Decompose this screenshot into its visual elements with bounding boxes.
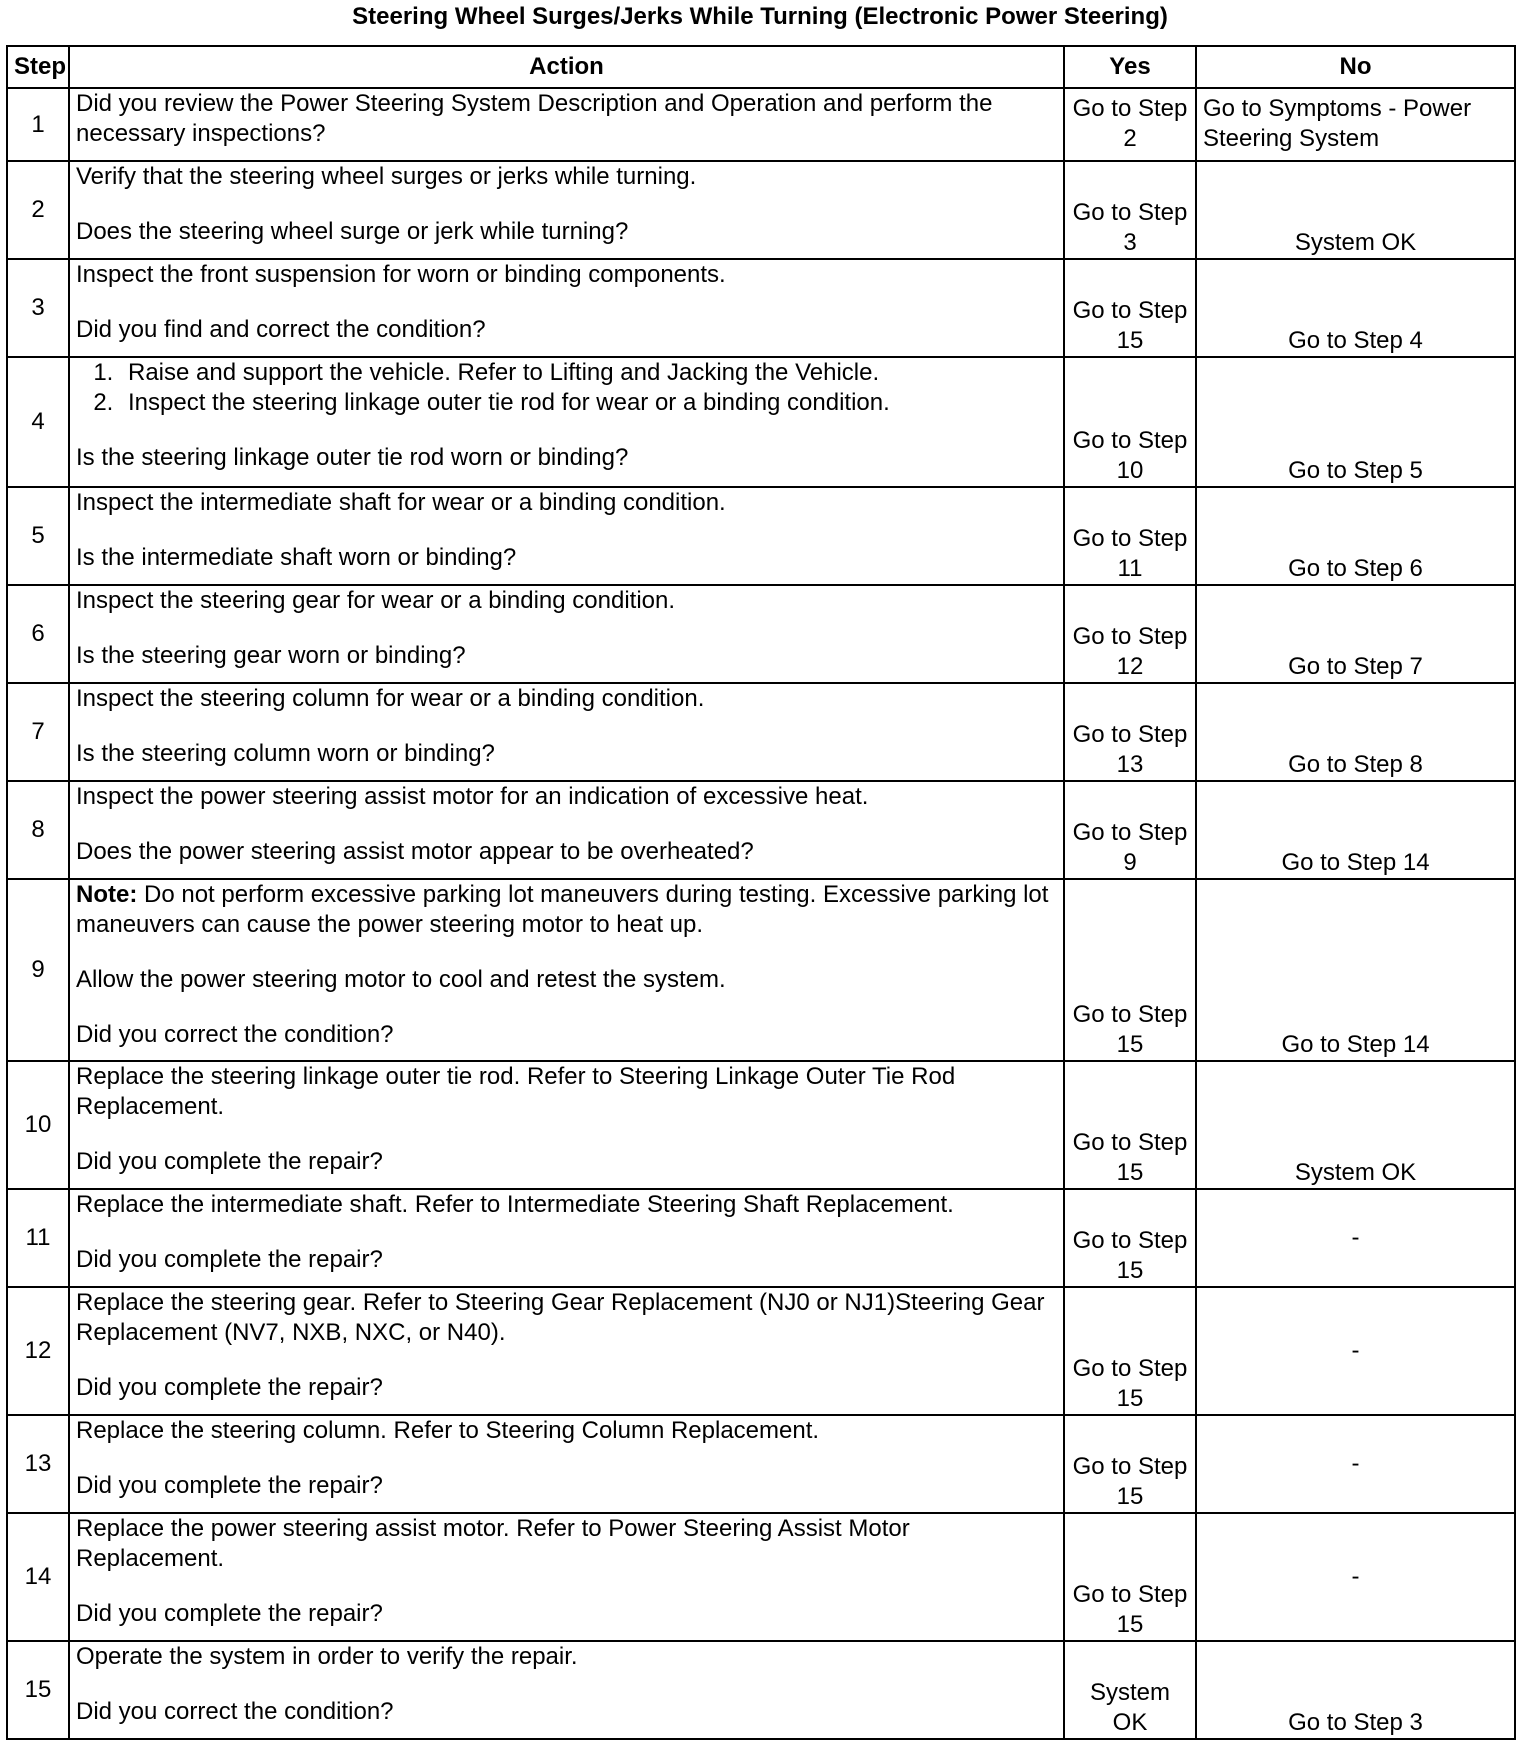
action-cell	[69, 1513, 1064, 1641]
action-text: Did you review the Power Steering System Description and Operation and perform the necessary inspections?	[76, 90, 993, 147]
action-question: Did you complete the repair?	[76, 1600, 383, 1627]
header-yes: Yes	[1064, 46, 1196, 88]
no-cell: Go to Step 7	[1196, 585, 1515, 683]
action-cell	[69, 1641, 1064, 1739]
header-step: Step	[7, 46, 69, 88]
action-cell	[69, 88, 1064, 161]
step-number: 6	[7, 585, 69, 683]
no-cell: Go to Step 6	[1196, 487, 1515, 585]
action-question: Did you find and correct the condition?	[76, 316, 486, 343]
table-row	[7, 1641, 1515, 1739]
table-row	[7, 585, 1515, 683]
action-question: Does the power steering assist motor appear to be overheated?	[76, 838, 754, 865]
yes-cell: Go to Step 15	[1064, 1415, 1196, 1513]
action-cell	[69, 1415, 1064, 1513]
step-number: 7	[7, 683, 69, 781]
table-row	[7, 487, 1515, 585]
yes-cell: Go to Step 15	[1064, 259, 1196, 357]
table-row	[7, 1061, 1515, 1189]
action-text: Operate the system in order to verify the repair.	[76, 1643, 578, 1670]
yes-cell: System OK	[1064, 1641, 1196, 1739]
table-row	[7, 161, 1515, 259]
action-text: Inspect the steering column for wear or a binding condition.	[76, 685, 705, 712]
step-number: 15	[7, 1641, 69, 1739]
action-text: Inspect the front suspension for worn or binding components.	[76, 261, 726, 288]
action-question: Is the steering gear worn or binding?	[76, 642, 466, 669]
list-item: 1. Raise and support the vehicle. Refer to Lifting and Jacking the Vehicle.	[120, 358, 1057, 388]
action-cell	[69, 487, 1064, 585]
yes-cell: Go to Step 15	[1064, 1061, 1196, 1189]
table-row	[7, 1415, 1515, 1513]
action-question: Did you complete the repair?	[76, 1472, 383, 1499]
yes-cell: Go to Step 13	[1064, 683, 1196, 781]
action-text: Inspect the steering gear for wear or a binding condition.	[76, 587, 676, 614]
action-question: Does the steering wheel surge or jerk while turning?	[76, 218, 629, 245]
step-number: 9	[7, 879, 69, 1061]
action-cell	[69, 781, 1064, 879]
action-text: Verify that the steering wheel surges or jerks while turning.	[76, 163, 697, 190]
action-question: Is the steering column worn or binding?	[76, 740, 495, 767]
yes-cell: Go to Step 9	[1064, 781, 1196, 879]
action-text: Inspect the intermediate shaft for wear or a binding condition.	[76, 489, 726, 516]
note-label: Note:	[76, 881, 138, 908]
no-cell: Go to Step 14	[1196, 781, 1515, 879]
action-cell	[69, 879, 1064, 1061]
table-row	[7, 1513, 1515, 1641]
step-number: 5	[7, 487, 69, 585]
action-text: Inspect the power steering assist motor for an indication of excessive heat.	[76, 783, 869, 810]
no-cell: Go to Symptoms - Power Steering System	[1196, 88, 1515, 161]
table-row	[7, 88, 1515, 161]
yes-cell: Go to Step 2	[1064, 88, 1196, 161]
list-item: 2. Inspect the steering linkage outer tie rod for wear or a binding condition.	[120, 388, 1057, 418]
action-text: Replace the steering column. Refer to Steering Column Replacement.	[76, 1417, 820, 1444]
no-cell: Go to Step 3	[1196, 1641, 1515, 1739]
no-cell: Go to Step 5	[1196, 357, 1515, 487]
yes-cell: Go to Step 15	[1064, 1287, 1196, 1415]
no-cell: -	[1196, 1513, 1515, 1641]
no-cell: -	[1196, 1415, 1515, 1513]
action-question: Did you correct the condition?	[76, 1021, 394, 1048]
action-text: Replace the steering linkage outer tie rod. Refer to Steering Linkage Outer Tie Rod Replacement.	[76, 1063, 956, 1120]
action-text: Replace the power steering assist motor. Refer to Power Steering Assist Motor Replacement.	[76, 1515, 910, 1572]
procedure-list	[76, 358, 1057, 418]
action-question: Did you complete the repair?	[76, 1374, 383, 1401]
table-row	[7, 879, 1515, 1061]
no-cell: -	[1196, 1287, 1515, 1415]
action-question: Is the steering linkage outer tie rod worn or binding?	[76, 444, 629, 471]
no-cell: Go to Step 4	[1196, 259, 1515, 357]
action-cell	[69, 585, 1064, 683]
yes-cell: Go to Step 11	[1064, 487, 1196, 585]
action-text: Replace the intermediate shaft. Refer to Intermediate Steering Shaft Replacement.	[76, 1191, 954, 1218]
step-number: 3	[7, 259, 69, 357]
yes-cell: Go to Step 15	[1064, 1513, 1196, 1641]
action-cell	[69, 683, 1064, 781]
no-cell: Go to Step 8	[1196, 683, 1515, 781]
table-row	[7, 1189, 1515, 1287]
yes-cell: Go to Step 15	[1064, 1189, 1196, 1287]
no-cell: -	[1196, 1189, 1515, 1287]
yes-cell: Go to Step 12	[1064, 585, 1196, 683]
action-cell	[69, 161, 1064, 259]
action-question: Did you correct the condition?	[76, 1698, 394, 1725]
table-row	[7, 357, 1515, 487]
step-number: 4	[7, 357, 69, 487]
table-row	[7, 781, 1515, 879]
note-text	[76, 880, 1057, 940]
header-row	[7, 46, 1515, 88]
no-cell: System OK	[1196, 1061, 1515, 1189]
step-number: 13	[7, 1415, 69, 1513]
action-question: Did you complete the repair?	[76, 1148, 383, 1175]
step-number: 10	[7, 1061, 69, 1189]
action-cell	[69, 357, 1064, 487]
step-number: 2	[7, 161, 69, 259]
action-cell	[69, 1189, 1064, 1287]
step-number: 14	[7, 1513, 69, 1641]
yes-cell: Go to Step 3	[1064, 161, 1196, 259]
action-text: Allow the power steering motor to cool and retest the system.	[76, 966, 726, 993]
table-row	[7, 683, 1515, 781]
no-cell: System OK	[1196, 161, 1515, 259]
table-row	[7, 1287, 1515, 1415]
action-cell	[69, 1061, 1064, 1189]
step-number: 12	[7, 1287, 69, 1415]
table-row	[7, 259, 1515, 357]
yes-cell: Go to Step 15	[1064, 879, 1196, 1061]
step-number: 1	[7, 88, 69, 161]
action-question: Did you complete the repair?	[76, 1246, 383, 1273]
no-cell: Go to Step 14	[1196, 879, 1515, 1061]
header-action: Action	[69, 46, 1064, 88]
header-no: No	[1196, 46, 1515, 88]
diagnostic-table	[6, 45, 1516, 1740]
action-text: Replace the steering gear. Refer to Steering Gear Replacement (NJ0 or NJ1)Steering Gear Replacement (NV7, NXB, NXC, or N40).	[76, 1289, 1045, 1346]
action-cell	[69, 1287, 1064, 1415]
action-question: Is the intermediate shaft worn or binding?	[76, 544, 517, 571]
action-cell	[69, 259, 1064, 357]
yes-cell: Go to Step 10	[1064, 357, 1196, 487]
note-body: Do not perform excessive parking lot maneuvers during testing. Excessive parking lot maneuvers can cause the power steering motor to heat up.	[76, 881, 1049, 938]
step-number: 8	[7, 781, 69, 879]
step-number: 11	[7, 1189, 69, 1287]
page-title: Steering Wheel Surges/Jerks While Turning (Electronic Power Steering)	[352, 3, 1168, 30]
